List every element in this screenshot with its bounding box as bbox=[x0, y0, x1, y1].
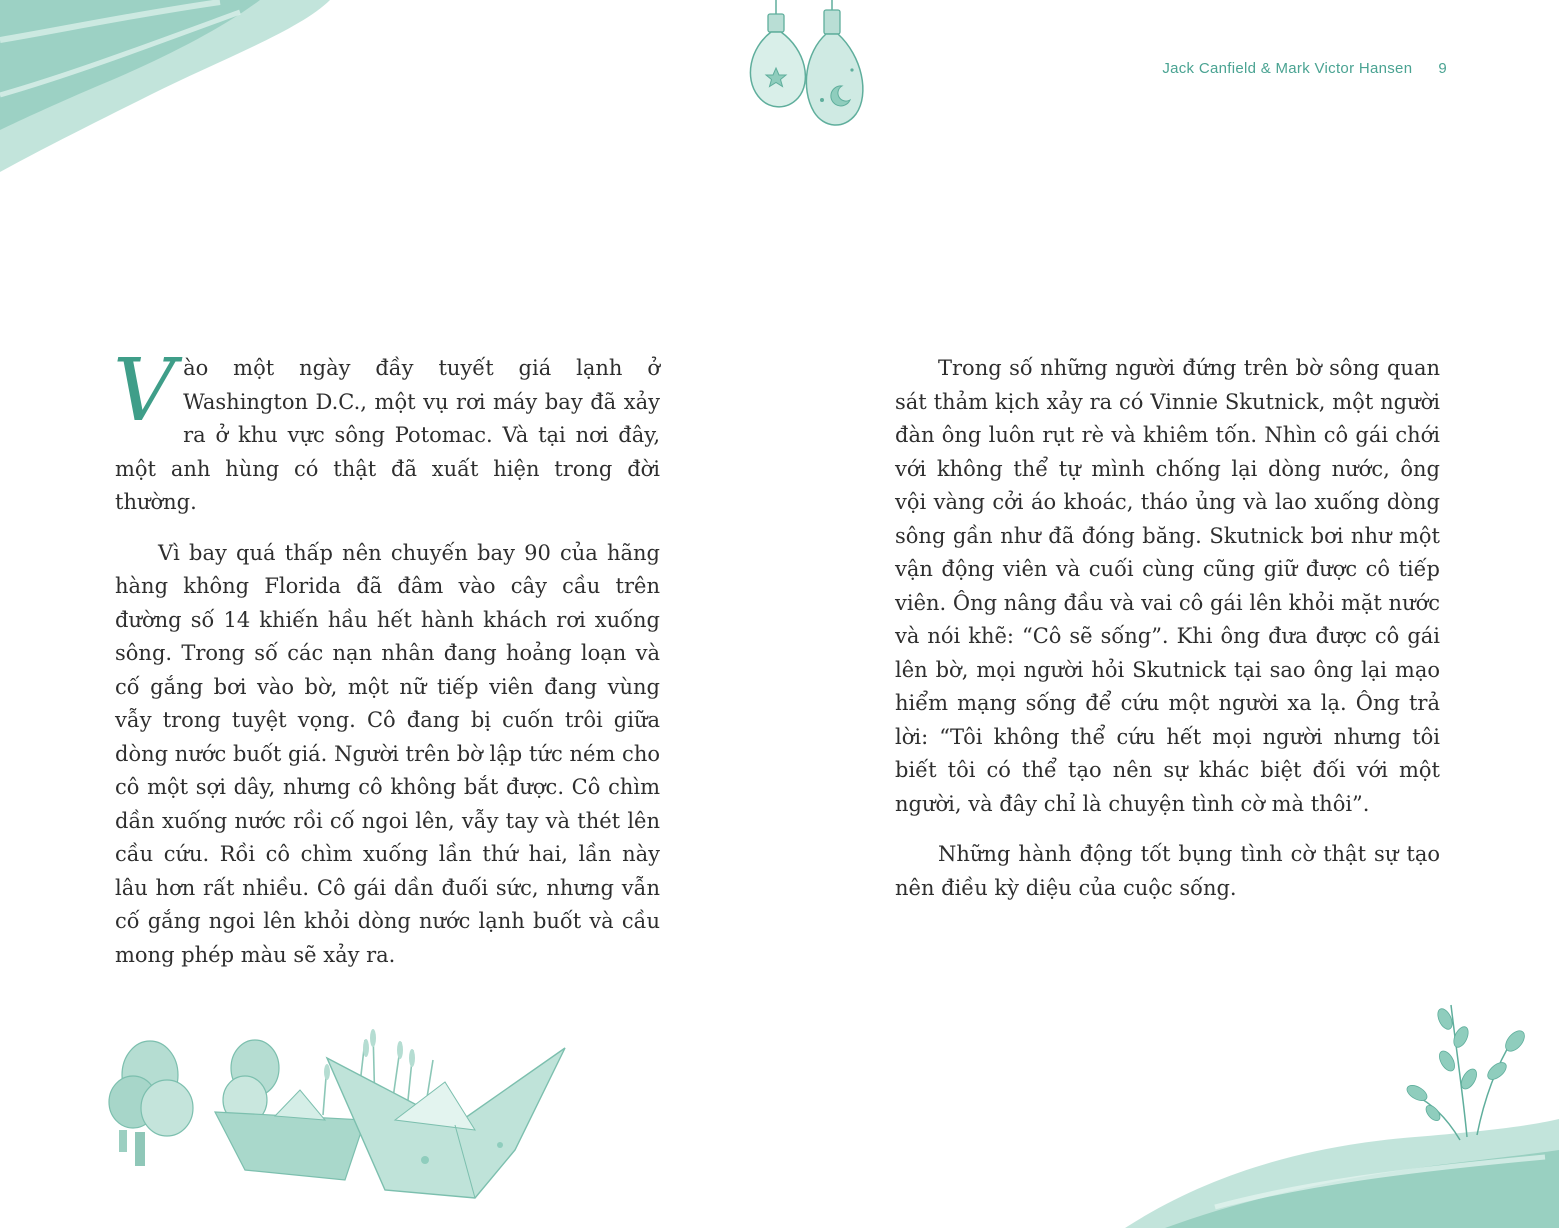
right-text-column bbox=[895, 352, 1440, 922]
hill-plants-illustration bbox=[1125, 995, 1559, 1228]
paragraph: Trong số những người đứng trên bờ sông quan sát thảm kịch xảy ra có Vinnie Skutnick, một người đàn ông luôn rụt rè và khiêm tốn. Nhìn cô gái chới với không thể tự mình chống lại dòng nước, ông vội vàng cởi áo khoác, tháo ủng và lao xuống dòng sông gần như đã đóng băng. Skutnick bơi như một vận động viên và cuối cùng cũng giữ được cô tiếp viên. Ông nâng đầu và vai cô gái lên khỏi mặt nước và nói khẽ: “Cô sẽ sống”. Khi ông đưa được cô gái lên bờ, mọi người hỏi Skutnick tại sao ông lại mạo hiểm mạng sống để cứu một người xa lạ. Ông trả lời: “Tôi không thể cứu hết mọi người nhưng tôi biết tôi có thể tạo nên sự khác biệt đối với một người, và đây chỉ là chuyện tình cờ mà thôi”. bbox=[895, 356, 1440, 816]
header-authors: Jack Canfield & Mark Victor Hansen bbox=[1162, 60, 1413, 77]
page-number: 9 bbox=[1438, 60, 1447, 77]
paragraph: Vì bay quá thấp nên chuyến bay 90 của hãng hàng không Florida đã đâm vào cây cầu trên đường số 14 khiến hầu hết hành khách rơi xuống sông. Trong số các nạn nhân đang hoảng loạn và cố gắng bơi vào bờ, một nữ tiếp viên đang vùng vẫy trong tuyệt vọng. Cô đang bị cuốn trôi giữa dòng nước buốt giá. Người trên bờ lập tức ném cho cô một sợi dây, nhưng cô không bắt được. Cô chìm dần xuống nước rồi cố ngoi lên, vẫy tay và thét lên cầu cứu. Rồi cô chìm xuống lần thứ hai, lần này lâu hơn rất nhiều. Cô gái dần đuối sức, nhưng vẫn cố gắng ngoi lên khỏi dòng nước lạnh buốt và cầu mong phép màu sẽ xảy ra. bbox=[115, 540, 660, 967]
closing-paragraph: Những hành động tốt bụng tình cờ thật sự tạo nên điều kỳ diệu của cuộc sống. bbox=[895, 842, 1440, 900]
left-text-column bbox=[113, 341, 660, 989]
watercolor-stroke-top-left bbox=[0, 0, 360, 180]
paper-boats-illustration bbox=[95, 1020, 635, 1210]
opening-paragraph bbox=[113, 341, 660, 520]
light-bulbs-illustration bbox=[740, 0, 875, 140]
opening-paragraph-text: ào một ngày đầy tuyết giá lạnh ở Washington D.C., một vụ rơi máy bay đã xảy ra ở khu vực sông Potomac. Và tại nơi đây, một anh hùng có thật đã xuất hiện trong đời thường. bbox=[115, 356, 660, 514]
drop-cap: V bbox=[113, 341, 176, 441]
running-header bbox=[1162, 60, 1447, 77]
